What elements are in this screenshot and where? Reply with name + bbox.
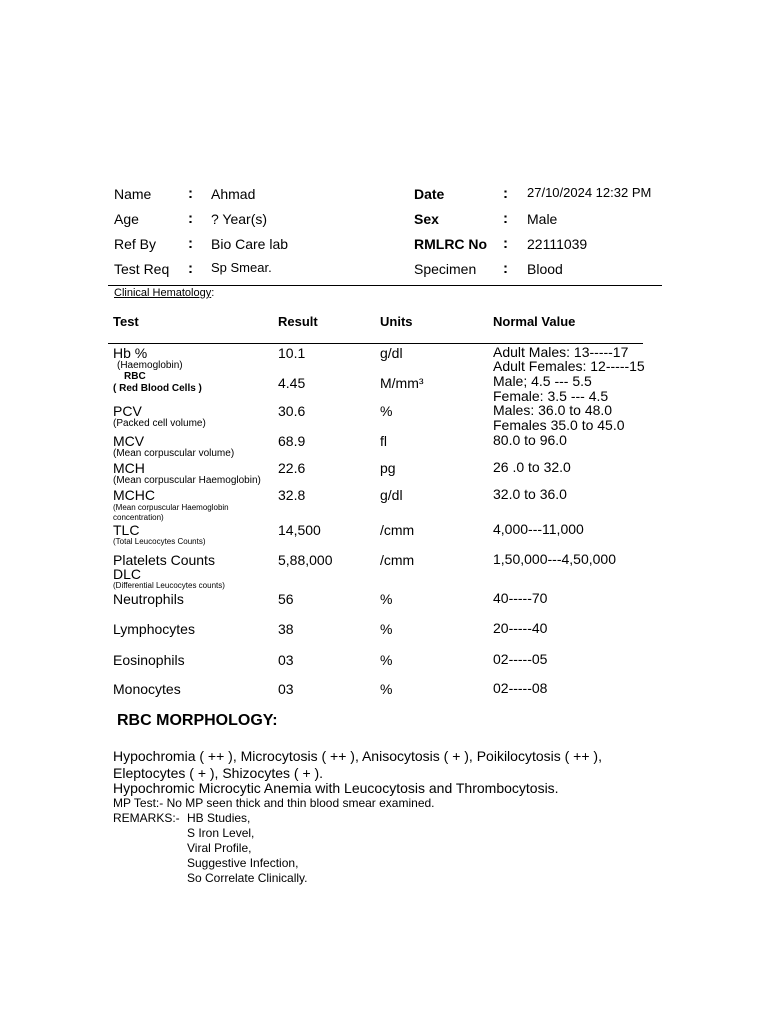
test-units: % (380, 403, 393, 419)
test-req-label: Test Req (114, 261, 170, 277)
test-description: concentration) (113, 513, 164, 522)
name-colon: : (188, 185, 193, 202)
test-name: Platelets Counts (113, 552, 215, 568)
remarks-item: HB Studies, (187, 811, 251, 825)
test-result: 10.1 (278, 345, 306, 361)
specimen-value: Blood (527, 261, 563, 277)
test-units: % (380, 621, 393, 637)
test-units: fl (380, 433, 387, 449)
header-normal-value: Normal Value (493, 314, 576, 329)
test-units: /cmm (380, 522, 415, 538)
rmlrc-label: RMLRC No (414, 236, 488, 252)
section-title (114, 287, 214, 299)
ref-by-colon: : (188, 235, 193, 252)
test-result: 30.6 (278, 403, 306, 419)
test-name: DLC (113, 566, 142, 582)
sex-value: Male (527, 211, 558, 227)
ref-by-label: Ref By (114, 236, 157, 252)
remarks-item: S Iron Level, (187, 826, 255, 840)
test-description: (Total Leucocytes Counts) (113, 537, 206, 546)
normal-value: 32.0 to 36.0 (493, 486, 567, 502)
test-units: M/mm³ (380, 375, 424, 391)
normal-value: 02-----05 (493, 651, 548, 667)
normal-value: Females 35.0 to 45.0 (493, 417, 625, 433)
section-title-colon: : (211, 287, 215, 299)
remarks-label: REMARKS:- (113, 811, 180, 825)
test-req-value: Sp Smear. (211, 260, 272, 275)
test-description: (Haemoglobin) (117, 360, 183, 371)
morphology-line: Hypochromia ( ++ ), Microcytosis ( ++ ), Anisocytosis ( + ), Poikilocytosis ( ++ ), (113, 748, 602, 764)
normal-value: Male; 4.5 --- 5.5 (493, 373, 592, 389)
patient-divider (108, 285, 662, 286)
normal-value: Males: 36.0 to 48.0 (493, 402, 613, 418)
test-result: 68.9 (278, 433, 306, 449)
header-result: Result (278, 314, 318, 329)
sex-colon: : (503, 210, 508, 227)
test-description: ( Red Blood Cells ) (113, 383, 202, 394)
test-units: g/dl (380, 487, 403, 503)
test-req-colon: : (188, 260, 193, 277)
name-value: Ahmad (211, 186, 256, 202)
test-result: 32.8 (278, 487, 306, 503)
remarks-item: Suggestive Infection, (187, 856, 299, 870)
test-name: PCV (113, 403, 142, 419)
test-units: /cmm (380, 552, 415, 568)
test-result: 5,88,000 (278, 552, 333, 568)
normal-value: 80.0 to 96.0 (493, 432, 567, 448)
diagnosis-line: Hypochromic Microcytic Anemia with Leucocytosis and Thrombocytosis. (113, 780, 559, 796)
test-name: Lymphocytes (113, 621, 195, 637)
ref-by-value: Bio Care lab (211, 236, 289, 252)
name-label: Name (114, 186, 152, 202)
test-units: % (380, 652, 393, 668)
test-result: 56 (278, 591, 294, 607)
normal-value: Female: 3.5 --- 4.5 (493, 388, 609, 404)
test-result: 03 (278, 652, 294, 668)
date-value: 27/10/2024 12:32 PM (527, 185, 652, 200)
morphology-title: RBC MORPHOLOGY: (117, 712, 278, 729)
rmlrc-value: 22111039 (527, 236, 588, 252)
age-label: Age (114, 211, 139, 227)
test-result: 4.45 (278, 375, 306, 391)
rmlrc-colon: : (503, 235, 508, 252)
test-units: pg (380, 460, 396, 476)
remarks-item: Viral Profile, (187, 841, 252, 855)
test-name: Hb % (113, 345, 148, 361)
normal-value: 02-----08 (493, 680, 548, 696)
test-result: 22.6 (278, 460, 306, 476)
date-colon: : (503, 185, 508, 202)
test-description: (Packed cell volume) (113, 418, 206, 429)
header-units: Units (380, 314, 413, 329)
normal-value: 20-----40 (493, 620, 548, 636)
age-value: ? Year(s) (211, 211, 268, 227)
test-description: (Differential Leucocytes counts) (113, 581, 225, 590)
test-units: g/dl (380, 345, 403, 361)
normal-value: 4,000---11,000 (493, 521, 584, 537)
normal-value: 26 .0 to 32.0 (493, 459, 571, 475)
test-description: (Mean corpuscular volume) (113, 448, 235, 459)
specimen-colon: : (503, 260, 508, 277)
test-name: Neutrophils (113, 591, 184, 607)
date-label: Date (414, 186, 445, 202)
age-colon: : (188, 210, 193, 227)
sex-label: Sex (414, 211, 439, 227)
normal-value: Adult Females: 12-----15 (493, 358, 645, 374)
test-name: MCV (113, 433, 145, 449)
mp-test-line: MP Test:- No MP seen thick and thin blood smear examined. (113, 796, 435, 810)
normal-value: 40-----70 (493, 590, 548, 606)
test-units: % (380, 591, 393, 607)
test-name: MCHC (113, 487, 155, 503)
test-result: 38 (278, 621, 294, 637)
header-test: Test (113, 314, 139, 329)
test-name: Monocytes (113, 681, 181, 697)
section-title-text: Clinical Hematology (114, 287, 212, 299)
test-result: 03 (278, 681, 294, 697)
test-name: TLC (113, 522, 140, 538)
test-name: Eosinophils (113, 652, 185, 668)
morphology-line: Eleptocytes ( + ), Shizocytes ( + ). (113, 765, 324, 781)
normal-value: Adult Males: 13-----17 (493, 344, 629, 360)
normal-value: 1,50,000---4,50,000 (493, 551, 616, 567)
specimen-label: Specimen (414, 261, 477, 277)
test-description: (Mean corpuscular Haemoglobin (113, 503, 229, 512)
test-units: % (380, 681, 393, 697)
test-name: MCH (113, 460, 145, 476)
test-description: (Mean corpuscular Haemoglobin) (113, 475, 261, 486)
test-result: 14,500 (278, 522, 321, 538)
remarks-item: So Correlate Clinically. (187, 871, 308, 885)
test-name: RBC (124, 371, 146, 382)
